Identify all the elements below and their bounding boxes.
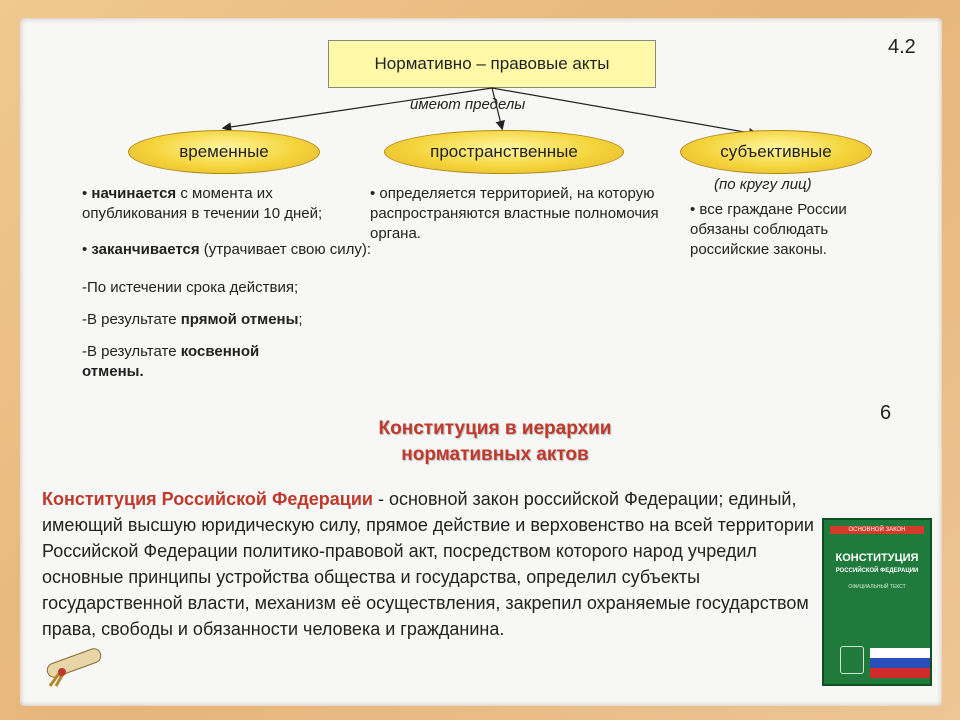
temporal-point-3: -По истечении срока действия;: [82, 279, 299, 296]
connector-label: имеют пределы: [410, 96, 526, 113]
temporal-point-2: • заканчивается (утрачивает свою силу):: [82, 241, 372, 258]
temporal-text: [82, 184, 372, 382]
subjective-text: • все граждане России обязаны соблюдать российские законы.: [690, 201, 847, 258]
slide-number: 4.2: [888, 36, 916, 58]
temporal-point-4: -В результате прямой отмены;: [82, 311, 303, 328]
temporal-point-1: • начинается с момента их опубликования в течении 10 дней;: [82, 185, 323, 222]
arrow-center: [492, 88, 502, 128]
oval-temporal: временные: [128, 130, 320, 174]
slide-number-2: 6: [880, 402, 892, 424]
constitution-paragraph: Конституция Российской Федерации - основной закон российской Федерации; единый, имеющий высшую юридическую силу, прямое действие и верховенство на всей территории Российской Федерации политико-правовой акт, посредством которого народ учредил основные принципы устройства общества и государства, определил субъекты государственной власти, механизм её осуществления, закрепил охраняемые государством права, свободы и обязанности человека и гражданина.: [42, 489, 814, 639]
flag-icon: [870, 648, 930, 678]
oval-subjective: субъективные: [680, 130, 872, 174]
arrow-right: [492, 88, 756, 134]
emblem-icon: [840, 646, 864, 674]
temporal-point-5: -В результате косвенной отмены.: [82, 343, 260, 380]
oval-spatial: пространственные: [384, 130, 624, 174]
section-heading: Конституция в иерархии нормативных актов: [378, 418, 612, 465]
arrow-left: [224, 88, 492, 128]
constitution-book-image: ОСНОВНОЙ ЗАКОН КОНСТИТУЦИЯ РОССИЙСКОЙ ФЕДЕРАЦИИ ОФИЦИАЛЬНЫЙ ТЕКСТ: [822, 518, 932, 686]
subjective-note: (по кругу лиц): [714, 176, 812, 193]
top-box: Нормативно – правовые акты: [328, 40, 656, 88]
spatial-text: • определяется территорией, на которую распространяются властные полномочия органа.: [370, 185, 659, 242]
scroll-icon: [40, 642, 120, 688]
